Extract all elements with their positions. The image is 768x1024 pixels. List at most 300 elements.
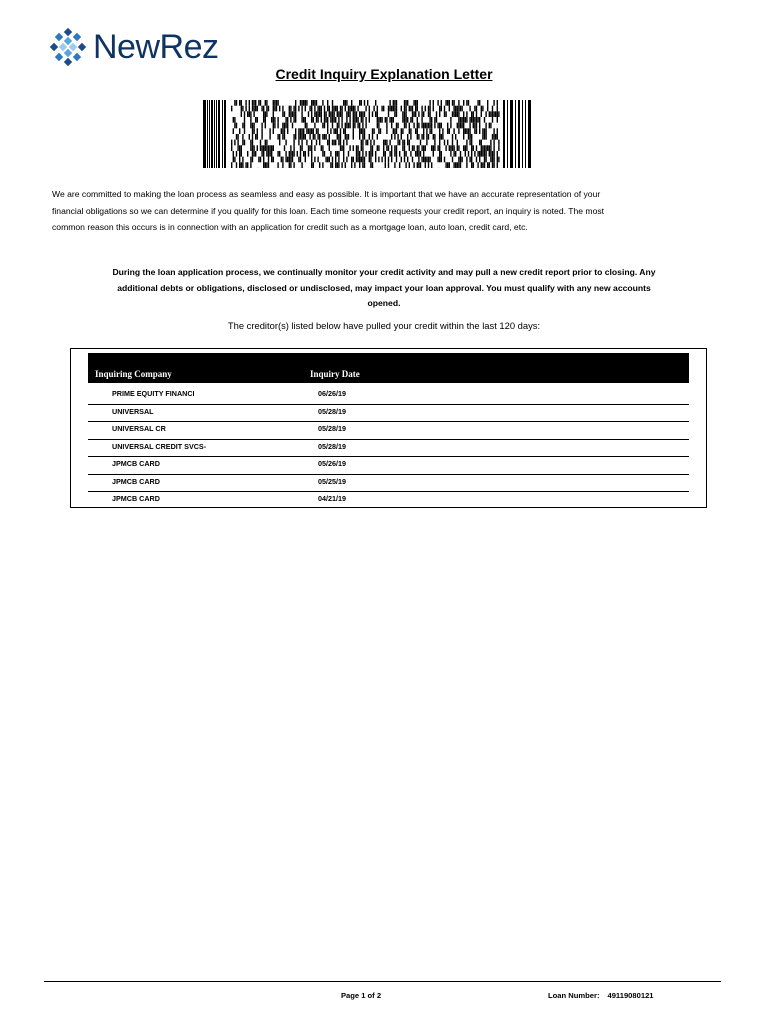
barcode-bar — [319, 140, 320, 146]
barcode-bar — [407, 134, 408, 140]
barcode-bar — [332, 157, 333, 163]
barcode-bar — [316, 128, 317, 134]
barcode-bar — [279, 151, 280, 157]
barcode-bar — [244, 117, 245, 123]
barcode-bar — [261, 128, 262, 134]
barcode-bar — [301, 111, 302, 117]
barcode-bar — [261, 151, 262, 157]
barcode-bar — [261, 145, 262, 151]
barcode-bar — [361, 128, 362, 134]
barcode-bar — [383, 140, 384, 146]
barcode-bar — [388, 111, 389, 117]
barcode-bar — [492, 111, 493, 117]
barcode-bar — [362, 162, 363, 168]
barcode-bar — [341, 106, 342, 112]
barcode-bar — [425, 162, 426, 168]
barcode-bar — [476, 128, 477, 134]
barcode-bar — [273, 123, 274, 129]
barcode-bar — [349, 106, 350, 112]
barcode-bar — [268, 157, 269, 163]
barcode-bar — [266, 145, 267, 151]
barcode-bar — [471, 162, 472, 168]
barcode-bar — [301, 145, 302, 151]
barcode-bar — [311, 128, 312, 134]
barcode-bar — [353, 106, 354, 112]
barcode-bar — [388, 162, 389, 168]
barcode-bar — [434, 134, 435, 140]
barcode-bar — [346, 117, 347, 123]
barcode-bar — [433, 106, 434, 112]
barcode-bar — [404, 106, 405, 112]
barcode-bar — [396, 100, 397, 106]
barcode-bar — [471, 134, 472, 140]
barcode-bar — [276, 106, 277, 112]
barcode-bar — [417, 151, 418, 157]
barcode-bar — [300, 157, 301, 163]
barcode-bar — [250, 123, 251, 129]
barcode-bar — [261, 123, 262, 129]
barcode-bar — [364, 100, 365, 106]
barcode-bar — [450, 151, 451, 157]
barcode-bar — [481, 145, 482, 151]
barcode-bar — [497, 157, 498, 163]
barcode-bar — [458, 106, 459, 112]
barcode-bar — [273, 157, 274, 163]
barcode-bar — [474, 123, 475, 129]
barcode-bar — [476, 106, 477, 112]
barcode-bar — [233, 128, 234, 134]
barcode-bar — [412, 117, 413, 123]
barcode-bar — [335, 151, 336, 157]
barcode-bar — [481, 151, 482, 157]
barcode-bar — [300, 134, 301, 140]
barcode-bar — [420, 140, 421, 146]
barcode-bar — [429, 100, 430, 106]
barcode-bar — [343, 157, 344, 163]
barcode-bar — [260, 100, 261, 106]
barcode-bar — [487, 100, 488, 106]
barcode-bar — [385, 117, 386, 123]
barcode-bar — [236, 162, 237, 168]
barcode-bar — [265, 145, 266, 151]
barcode-bar — [300, 100, 301, 106]
barcode-bar — [317, 128, 318, 134]
barcode-bar — [325, 117, 326, 123]
barcode-bar — [314, 145, 315, 151]
barcode-bar — [325, 134, 326, 140]
logo-facet — [64, 28, 72, 36]
barcode-bar — [439, 134, 440, 140]
barcode-bar — [216, 100, 217, 168]
barcode-bar — [468, 100, 469, 106]
barcode-bar — [274, 106, 275, 112]
barcode-bar — [255, 106, 256, 112]
inquiry-date-cell: 04/21/19 — [318, 494, 346, 503]
barcode-bar — [306, 140, 307, 146]
barcode-bar — [249, 111, 250, 117]
barcode-bar — [474, 117, 475, 123]
barcode-bar — [361, 157, 362, 163]
barcode-bar — [333, 140, 334, 146]
barcode-bar — [433, 100, 434, 106]
barcode-bar — [457, 140, 458, 146]
table-row — [88, 405, 689, 423]
barcode-bar — [305, 106, 306, 112]
barcode-bar — [428, 157, 429, 163]
barcode-bar — [293, 145, 294, 151]
barcode-bar — [458, 100, 459, 106]
barcode-bar — [458, 128, 459, 134]
barcode-bar — [466, 128, 467, 134]
barcode-bar — [498, 140, 499, 146]
barcode-bar — [357, 151, 358, 157]
barcode-bar — [284, 128, 285, 134]
barcode-bar — [429, 123, 430, 129]
barcode-bar — [404, 123, 405, 129]
barcode-bar — [325, 157, 326, 163]
barcode-bar — [426, 134, 427, 140]
barcode-bar — [241, 111, 242, 117]
barcode-bar — [471, 151, 472, 157]
barcode-bar — [407, 157, 408, 163]
barcode-bar — [322, 123, 323, 129]
barcode-bar — [476, 145, 477, 151]
barcode-bar — [404, 151, 405, 157]
barcode-bar — [332, 106, 333, 112]
logo-facet — [73, 33, 81, 41]
barcode-bar — [437, 123, 438, 129]
barcode-bar — [233, 157, 234, 163]
barcode-bar — [361, 145, 362, 151]
barcode-bar — [493, 128, 494, 134]
barcode-bar — [457, 145, 458, 151]
barcode-bar — [369, 111, 370, 117]
barcode-bar — [412, 106, 413, 112]
barcode-bar — [481, 162, 482, 168]
barcode-bar — [337, 128, 338, 134]
barcode-bar — [340, 111, 341, 117]
barcode-bar — [263, 145, 264, 151]
barcode-bar — [463, 117, 464, 123]
barcode-bar — [354, 111, 355, 117]
barcode-bar — [241, 145, 242, 151]
barcode-bar — [292, 151, 293, 157]
barcode-bar — [463, 111, 464, 117]
barcode-bar — [271, 157, 272, 163]
barcode-bar — [409, 140, 410, 146]
barcode-bar — [431, 145, 432, 151]
barcode-bar — [353, 128, 354, 134]
barcode-bar — [292, 123, 293, 129]
barcode-bar — [303, 100, 304, 106]
barcode-bar — [405, 123, 406, 129]
barcode-bar — [348, 111, 349, 117]
barcode-bar — [449, 106, 450, 112]
barcode-bar — [301, 117, 302, 123]
barcode-bar — [413, 162, 414, 168]
barcode-bar — [253, 106, 254, 112]
barcode-bar — [385, 151, 386, 157]
barcode-bar — [263, 117, 264, 123]
barcode-bar — [479, 100, 480, 106]
barcode-bar — [410, 151, 411, 157]
barcode-bar — [239, 151, 240, 157]
barcode-bar — [353, 145, 354, 151]
barcode-bar — [359, 128, 360, 134]
barcode-bar — [485, 157, 486, 163]
barcode-bar — [349, 145, 350, 151]
barcode-bar — [528, 100, 531, 168]
barcode-bar — [385, 157, 386, 163]
barcode-bar — [394, 134, 395, 140]
logo-facet — [55, 33, 63, 41]
barcode-bar — [362, 151, 363, 157]
barcode-bar — [252, 134, 253, 140]
barcode-bar — [250, 157, 251, 163]
barcode-bar — [351, 162, 352, 168]
barcode-bar — [295, 100, 296, 106]
barcode-bar — [481, 111, 482, 117]
barcode-bar — [377, 117, 378, 123]
barcode-bar — [281, 128, 282, 134]
logo-facet — [59, 43, 67, 51]
barcode-bar — [303, 151, 304, 157]
barcode-bar — [428, 162, 429, 168]
barcode-bar — [279, 140, 280, 146]
barcode-bar — [466, 140, 467, 146]
barcode-bar — [309, 128, 310, 134]
barcode-bar — [265, 140, 266, 146]
barcode-bar — [485, 111, 486, 117]
barcode-bar — [385, 140, 386, 146]
barcode-bar — [250, 162, 251, 168]
barcode-bar — [295, 128, 296, 134]
barcode-bar — [386, 123, 387, 129]
barcode-bar — [441, 134, 442, 140]
barcode-bar — [409, 106, 410, 112]
barcode-bar — [244, 128, 245, 134]
loan-number-label: Loan Number: — [548, 991, 600, 1000]
barcode-bar — [497, 117, 498, 123]
barcode-bar — [301, 162, 302, 168]
barcode-bar — [293, 117, 294, 123]
barcode-bar — [249, 106, 250, 112]
barcode-bar — [300, 151, 301, 157]
barcode-bar — [471, 140, 472, 146]
table-header — [88, 353, 689, 383]
barcode-bar — [404, 100, 405, 106]
barcode-bar — [466, 100, 467, 106]
barcode-bar — [345, 162, 346, 168]
barcode-bar — [321, 111, 322, 117]
barcode-bar — [343, 145, 344, 151]
barcode-bar — [485, 151, 486, 157]
barcode-bar — [420, 162, 421, 168]
barcode-bar — [279, 106, 280, 112]
barcode-bar — [423, 123, 424, 129]
barcode-bar — [391, 157, 392, 163]
barcode-bar — [449, 128, 450, 134]
barcode-bar — [471, 145, 472, 151]
barcode-bar — [341, 145, 342, 151]
barcode-bar — [277, 134, 278, 140]
barcode-bar — [421, 134, 422, 140]
barcode-bar — [434, 145, 435, 151]
barcode-bar — [455, 162, 456, 168]
inquiring-company-cell: JPMCB CARD — [112, 494, 160, 503]
barcode-bar — [469, 157, 470, 163]
barcode-bar — [273, 100, 274, 106]
barcode-bar — [497, 128, 498, 134]
barcode-bar — [359, 123, 360, 129]
barcode-bar — [337, 162, 338, 168]
logo-facet — [69, 43, 77, 51]
barcode-bar — [303, 134, 304, 140]
barcode-bar — [345, 128, 346, 134]
barcode-bar — [489, 123, 490, 129]
barcode-bar — [329, 145, 330, 151]
barcode-bar — [484, 162, 485, 168]
monitoring-notice: During the loan application process, we continually monitor your credit activity and may pull a new credit report prior to closing. Any additional debts or obligations, disclosed or undisclosed, may impact your loan approval. You must qualify with any new accounts opened. — [112, 267, 656, 308]
barcode-bar — [289, 106, 290, 112]
barcode-bar — [463, 134, 464, 140]
barcode-bar — [341, 117, 342, 123]
barcode-bar — [375, 111, 376, 117]
barcode-bar — [231, 140, 232, 146]
barcode-bar — [289, 157, 290, 163]
barcode-bar — [276, 100, 277, 106]
barcode-bar — [407, 100, 408, 106]
barcode-bar — [308, 145, 309, 151]
barcode-bar — [484, 128, 485, 134]
barcode-bar — [335, 106, 336, 112]
barcode-bar — [493, 100, 494, 106]
barcode-bar — [428, 123, 429, 129]
barcode-bar — [263, 111, 264, 117]
barcode-bar — [458, 157, 459, 163]
barcode-bar — [498, 145, 499, 151]
barcode-bar — [405, 111, 406, 117]
header-inquiry-date: Inquiry Date — [310, 369, 360, 379]
barcode-bar — [319, 134, 320, 140]
barcode-bar — [234, 140, 235, 146]
barcode-bar — [353, 134, 354, 140]
barcode-bar — [233, 151, 234, 157]
barcode-bar — [489, 151, 490, 157]
barcode-bar — [407, 117, 408, 123]
barcode-bar — [479, 123, 480, 129]
barcode-bar — [415, 128, 416, 134]
barcode-bar — [397, 134, 398, 140]
barcode-bar — [357, 123, 358, 129]
barcode-bar — [396, 106, 397, 112]
barcode-bar — [284, 134, 285, 140]
barcode-bar — [345, 100, 346, 106]
barcode-bar — [356, 157, 357, 163]
barcode-bar — [460, 151, 461, 157]
barcode-bar — [263, 151, 264, 157]
barcode-bar — [362, 140, 363, 146]
barcode-bar — [445, 162, 446, 168]
barcode-bar — [389, 117, 390, 123]
barcode-bar — [434, 123, 435, 129]
barcode-bar — [436, 117, 437, 123]
barcode-bar — [457, 106, 458, 112]
barcode-bar — [349, 123, 350, 129]
barcode-bar — [273, 106, 274, 112]
barcode-bar — [439, 145, 440, 151]
barcode-bar — [399, 162, 400, 168]
inquiring-company-cell: PRIME EQUITY FINANCI — [112, 389, 195, 398]
barcode-bar — [359, 134, 360, 140]
barcode-bar — [308, 151, 309, 157]
creditors-label: The creditor(s) listed below have pulled your credit within the last 120 days: — [227, 320, 541, 331]
barcode-bar — [252, 106, 253, 112]
barcode-bar — [330, 162, 331, 168]
barcode-bar — [239, 157, 240, 163]
barcode-bar — [332, 162, 333, 168]
barcode-bar — [458, 111, 459, 117]
letter-title: Credit Inquiry Explanation Letter — [275, 66, 493, 82]
barcode-bar — [458, 123, 459, 129]
barcode-bar — [415, 100, 416, 106]
barcode-bar — [231, 106, 232, 112]
barcode-bar — [428, 106, 429, 112]
barcode-bar — [487, 162, 488, 168]
barcode-bar — [321, 106, 322, 112]
barcode-bar — [271, 145, 272, 151]
barcode-bar — [490, 157, 491, 163]
barcode-bar — [391, 151, 392, 157]
barcode-bar — [469, 134, 470, 140]
barcode-bar — [287, 123, 288, 129]
barcode-bar — [361, 140, 362, 146]
barcode-bar — [493, 162, 494, 168]
barcode-bar — [305, 151, 306, 157]
barcode-bar — [317, 111, 318, 117]
barcode-bar — [442, 128, 443, 134]
barcode-bar — [289, 162, 290, 168]
barcode-bar — [489, 162, 490, 168]
barcode-bar — [268, 162, 269, 168]
barcode-bar — [439, 157, 440, 163]
barcode-bar — [397, 123, 398, 129]
barcode-bar — [265, 111, 266, 117]
barcode-bar — [441, 123, 442, 129]
logo-facet — [64, 58, 72, 66]
barcode-bar — [455, 151, 456, 157]
table-row — [88, 492, 689, 510]
barcode-bar — [241, 100, 242, 106]
barcode-bar — [364, 162, 365, 168]
barcode-bar — [252, 100, 253, 106]
barcode-bar — [301, 134, 302, 140]
barcode-bar — [313, 100, 314, 106]
barcode-bar — [453, 111, 454, 117]
barcode-bar — [447, 100, 448, 106]
barcode-bar — [332, 140, 333, 146]
barcode-bar — [293, 151, 294, 157]
barcode-bar — [465, 151, 466, 157]
barcode-bar — [372, 162, 373, 168]
barcode-bar — [341, 111, 342, 117]
barcode-bar — [477, 162, 478, 168]
barcode-bar — [338, 162, 339, 168]
barcode-bar — [265, 100, 266, 106]
barcode-bar — [325, 111, 326, 117]
barcode-bar — [425, 145, 426, 151]
barcode-bar — [327, 128, 328, 134]
